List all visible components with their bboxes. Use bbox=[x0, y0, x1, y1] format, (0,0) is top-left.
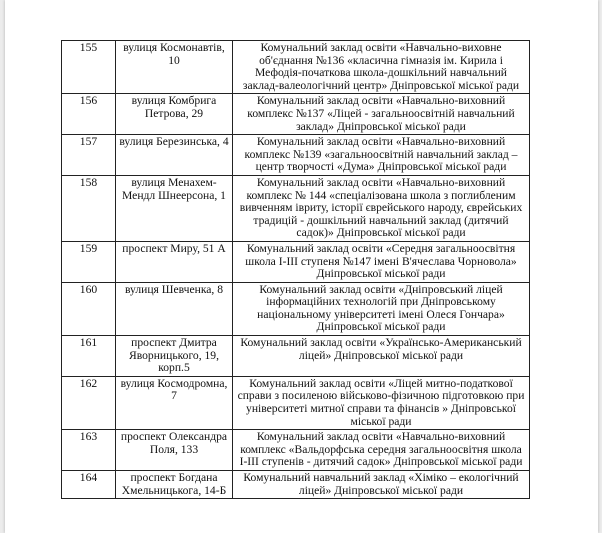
table-row bbox=[62, 241, 530, 282]
street-address: вулиця Космонавтів, 10 bbox=[116, 41, 233, 94]
institution-name: Комунальний заклад освіти «Ліцей митно-податкової справи з посиленою військово-фізичною підготовкою при університеті митної справи та фінансів » Дніпровської міської ради bbox=[233, 376, 530, 429]
table-row bbox=[62, 135, 530, 176]
institution-name: Комунальний заклад освіти «Українсько-Американський ліцей» Дніпровської міської ради bbox=[233, 336, 530, 377]
institution-name: Комунальний заклад освіти «Навчально-виховне об'єднання №136 «класична гімназія ім. Кирила і Мефодія-початкова школа-дошкільний навчальний заклад-валеологічний центр» Дніпровської міської ради bbox=[233, 41, 530, 94]
institution-name: Комунальний заклад освіти «Навчально-виховний комплекс «Вальдорфська середня загальноосвітня школа I-III ступенів - дитячий садок» Дніпровської міської ради bbox=[233, 430, 530, 471]
table-row bbox=[62, 430, 530, 471]
institution-name: Комунальний заклад освіти «Навчально-виховний комплекс №139 «загальноосвітній навчальний заклад – центр творчості «Дума» Дніпровської міської ради bbox=[233, 135, 530, 176]
row-number: 161 bbox=[62, 336, 116, 377]
street-address: вулиця Шевченка, 8 bbox=[116, 282, 233, 335]
document-page bbox=[5, 0, 598, 533]
street-address: вулиця Менахем-Мендл Шнеерсона, 1 bbox=[116, 175, 233, 241]
table-row bbox=[62, 94, 530, 135]
street-address: проспект Миру, 51 А bbox=[116, 241, 233, 282]
row-number: 159 bbox=[62, 241, 116, 282]
row-number: 160 bbox=[62, 282, 116, 335]
institution-name: Комунальний навчальний заклад «Хіміко – екологічний ліцей» Дніпровської міської ради bbox=[233, 471, 530, 499]
institution-name: Комунальний заклад освіти «Дніпровський ліцей інформаційних технологій при Дніпровському національному університеті імені Олеся Гончара» Дніпровської міської ради bbox=[233, 282, 530, 335]
institution-name: Комунальний заклад освіти «Навчально-виховний комплекс № 144 «спеціалізована школа з поглибленим вивченням івриту, історії єврейського народу, єврейських традицій - дошкільний навчальний заклад (дитячий садок)» Дніпровської міської ради bbox=[233, 175, 530, 241]
row-number: 163 bbox=[62, 430, 116, 471]
street-address: проспект Дмитра Яворницького, 19, корп.5 bbox=[116, 336, 233, 377]
row-number: 157 bbox=[62, 135, 116, 176]
institution-name: Комунальний заклад освіти «Середня загальноосвітня школа I-III ступеня №147 імені В'ячеслава Чорновола» Дніпровської міської ради bbox=[233, 241, 530, 282]
street-address: вулиця Космодромна, 7 bbox=[116, 376, 233, 429]
table-row bbox=[62, 376, 530, 429]
table-row bbox=[62, 336, 530, 377]
table-row bbox=[62, 471, 530, 499]
table-row bbox=[62, 175, 530, 241]
institution-name: Комунальний заклад освіти «Навчально-виховний комплекс №137 «Ліцей - загальноосвітній навчальний заклад» Дніпровської міської ради bbox=[233, 94, 530, 135]
row-number: 155 bbox=[62, 41, 116, 94]
schools-address-table bbox=[61, 40, 530, 499]
table-row bbox=[62, 41, 530, 94]
street-address: проспект Олександра Поля, 133 bbox=[116, 430, 233, 471]
street-address: проспект Богдана Хмельницькога, 14-Б bbox=[116, 471, 233, 499]
row-number: 156 bbox=[62, 94, 116, 135]
street-address: вулиця Березинська, 4 bbox=[116, 135, 233, 176]
table-row bbox=[62, 282, 530, 335]
street-address: вулиця Комбрига Петрова, 29 bbox=[116, 94, 233, 135]
row-number: 158 bbox=[62, 175, 116, 241]
row-number: 164 bbox=[62, 471, 116, 499]
row-number: 162 bbox=[62, 376, 116, 429]
